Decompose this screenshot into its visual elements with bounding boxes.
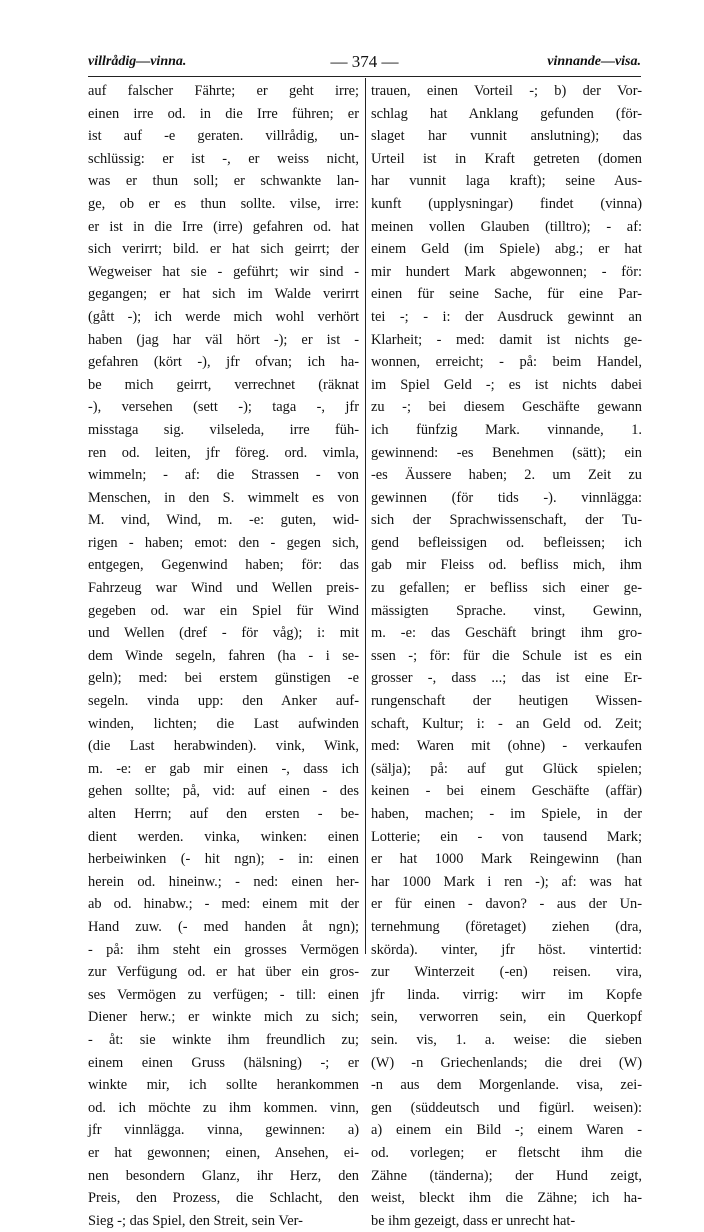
text-line: gefahren (kört -), jfr ofvan; ich ha- bbox=[88, 354, 359, 371]
text-line: einem einen Gruss (hälsning) -; er bbox=[88, 1054, 359, 1071]
text-line: (W) -n Griechenlands; die drei (W) bbox=[371, 1054, 642, 1071]
text-line: mir hundert Mark abgewonnen; - för: bbox=[371, 263, 642, 280]
text-line: er hat gewonnen; einen, Ansehen, ei- bbox=[88, 1144, 359, 1161]
column-divider bbox=[365, 78, 366, 954]
text-line: gen (süddeutsch und figürl. weisen): bbox=[371, 1099, 642, 1116]
right-column bbox=[371, 80, 642, 1229]
text-line: wimmeln; - af: die Strassen - von bbox=[88, 467, 359, 484]
text-line: mässigten Sprache. vinst, Gewinn, bbox=[371, 602, 642, 619]
text-line: Zähne (tänderna); der Hund zeigt, bbox=[371, 1167, 642, 1184]
text-line: a) einem ein Bild -; einem Waren - bbox=[371, 1122, 642, 1139]
header-left-guide-words: villrådig—vinna. bbox=[88, 54, 187, 69]
text-line: was er thun soll; er schwankte lan- bbox=[88, 173, 359, 190]
text-line: dient werden. vinka, winken: einen bbox=[88, 828, 359, 845]
text-line: sein, verworren sein, ein Querkopf bbox=[371, 1009, 642, 1026]
text-line: jfr linda. virrig: wirr im Kopfe bbox=[371, 986, 642, 1003]
text-line: ist auf -e geraten. villrådig, un- bbox=[88, 128, 359, 145]
text-line: od. vorlegen; er fletscht ihm die bbox=[371, 1144, 642, 1161]
text-line: (die Last herabwinden). vink, Wink, bbox=[88, 738, 359, 755]
text-line: ab od. hinabw.; - med: einem mit der bbox=[88, 896, 359, 913]
text-line: (gått -); ich werde mich wohl verhört bbox=[88, 308, 359, 325]
text-line: alten Herrn; auf den ersten - be- bbox=[88, 806, 359, 822]
text-line: sich der Sprachwissenschaft, der Tu- bbox=[371, 512, 642, 529]
text-line: ternehmung (företaget) ziehen (dra, bbox=[371, 918, 642, 935]
text-line: nen besondern Glanz, ihr Herz, den bbox=[88, 1167, 359, 1184]
text-line: Klarheit; - med: damit ist nichts ge- bbox=[371, 331, 642, 348]
text-line: gab mir Fleiss od. befliss mich, ihm bbox=[371, 557, 642, 574]
text-line: -), versehen (sett -); taga -, jfr bbox=[88, 399, 359, 416]
text-line: kunft (upplysningar) findet (vinna) bbox=[371, 195, 642, 212]
header-right-guide-words: vinnande—visa. bbox=[547, 54, 641, 69]
text-line: Diener herw.; er winkte mich zu sich; bbox=[88, 1009, 359, 1026]
text-line: schaft, Kultur; i: - an Geld od. Zeit; bbox=[371, 715, 642, 732]
text-line: misstaga sig. vilseleda, irre füh- bbox=[88, 421, 359, 438]
text-line: rungenschaft der heutigen Wissen- bbox=[371, 693, 642, 710]
text-line: haben, machen; - im Spiele, in der bbox=[371, 806, 642, 822]
text-line: herbeiwinken (- hit ngn); - in: einen bbox=[88, 851, 359, 868]
text-line: ssen -; för: für die Schule ist es ein bbox=[371, 647, 642, 664]
text-line: gehen sollte; på, vid: auf einen - des bbox=[88, 783, 359, 800]
text-line: schlüssig: er ist -, er weiss nicht, bbox=[88, 150, 359, 167]
text-line: gegangen; er hat sich im Walde verirrt bbox=[88, 286, 359, 303]
text-line: entgegen, Gegenwind haben; för: das bbox=[88, 557, 359, 574]
text-line: haben (jag har väl hört -); er ist - bbox=[88, 331, 359, 348]
text-line: grosser -, dass ...; das ist eine Er- bbox=[371, 670, 642, 687]
text-line: er hat 1000 Mark Reingewinn (han bbox=[371, 851, 642, 868]
text-line: auf falscher Fährte; er geht irre; bbox=[88, 83, 359, 99]
text-line: einen irre od. in die Irre führen; er bbox=[88, 105, 359, 122]
text-line: sein. vis, 1. a. weise: die sieben bbox=[371, 1031, 642, 1048]
text-line: ses Vermögen zu verfügen; - till: einen bbox=[88, 986, 359, 1003]
text-line: ren od. leiten, jfr föreg. ord. vimla, bbox=[88, 444, 359, 461]
text-line: Preis, den Prozess, die Schlacht, den bbox=[88, 1190, 359, 1207]
text-line: tei -; - i: der Ausdruck gewinnt an bbox=[371, 308, 642, 325]
text-line: - åt: sie winkte ihm freundlich zu; bbox=[88, 1031, 359, 1048]
text-line: segeln. vinda upp: den Anker auf- bbox=[88, 693, 359, 710]
page-number: — 374 — bbox=[330, 52, 399, 71]
text-line: dem Winde segeln, fahren (ha - i se- bbox=[88, 647, 359, 664]
text-line: Urteil ist in Kraft getreten (domen bbox=[371, 150, 642, 167]
text-line: zur Winterzeit (-en) reisen. vira, bbox=[371, 964, 642, 981]
text-line: winkte mir, ich sollte herankommen bbox=[88, 1077, 359, 1094]
text-line: herein od. hineinw.; - ned: einen her- bbox=[88, 873, 359, 890]
text-line: winden, lichten; die Last aufwinden bbox=[88, 715, 359, 732]
text-line: - på: ihm steht ein grosses Vermögen bbox=[88, 941, 359, 958]
text-line: be ihm gezeigt, dass er unrecht hat- bbox=[371, 1212, 576, 1229]
text-line: zur Verfügung od. er hat über ein gros- bbox=[88, 964, 359, 981]
text-line: zu gefallen; er befliss sich einer ge- bbox=[371, 580, 642, 597]
text-line: Menschen, in den S. wimmelt es von bbox=[88, 489, 359, 506]
text-line: gegeben od. war ein Spiel für Wind bbox=[88, 602, 359, 619]
text-line: keinen - bei einem Geschäfte (affär) bbox=[371, 783, 642, 800]
text-line: Lotterie; ein - von tausend Mark; bbox=[371, 828, 642, 845]
text-line: trauen, einen Vorteil -; b) der Vor- bbox=[371, 83, 642, 99]
text-line: har vunnit laga kraft); seine Aus- bbox=[371, 173, 642, 190]
text-line: rigen - haben; emot: den - gegen sich, bbox=[88, 534, 359, 551]
text-line: Hand zuw. (- med handen åt ngn); bbox=[88, 918, 359, 935]
text-line: M. vind, Wind, m. -e: guten, wid- bbox=[88, 512, 359, 529]
text-line: ich fünfzig Mark. vinnande, 1. bbox=[371, 421, 642, 438]
text-line: med: Waren mit (ohne) - verkaufen bbox=[371, 738, 642, 755]
text-line: m. -e: er gab mir einen -, dass ich bbox=[88, 760, 359, 777]
text-line: zu -; bei diesem Geschäfte gewann bbox=[371, 399, 642, 416]
text-line: Wegweiser hat sie - geführt; wir sind - bbox=[88, 263, 359, 280]
text-line: und Wellen (dref - för våg); i: mit bbox=[88, 625, 359, 642]
text-line: einem Geld (im Spiele) abg.; er hat bbox=[371, 241, 642, 258]
text-line: Sieg -; das Spiel, den Streit, sein Ver- bbox=[88, 1212, 303, 1229]
text-line: -es Äussere haben; 2. um Zeit zu bbox=[371, 467, 642, 484]
text-line: slaget har vunnit anslutning); das bbox=[371, 128, 642, 145]
text-line: sich verirrt; bild. er hat sich geirrt; der bbox=[88, 241, 359, 258]
text-line: gend befleissigen od. befleissen; ich bbox=[371, 534, 642, 551]
text-line: gewinnen (för tids -). vinnlägga: bbox=[371, 489, 642, 506]
text-line: im Spiel Geld -; es ist nichts dabei bbox=[371, 376, 642, 393]
text-line: geln); med: bei erstem günstigen -e bbox=[88, 670, 359, 687]
text-line: har 1000 Mark i ren -); af: was hat bbox=[371, 873, 642, 890]
text-line: (sälja); på: auf gut Glück spielen; bbox=[371, 760, 642, 777]
text-line: weist, bleckt ihm die Zähne; ich ha- bbox=[371, 1190, 642, 1207]
text-line: gewinnend: -es Benehmen (sätt); ein bbox=[371, 444, 642, 461]
text-line: jfr vinnlägga. vinna, gewinnen: a) bbox=[88, 1122, 359, 1139]
header-rule bbox=[88, 76, 641, 77]
text-line: meinen vollen Glauben (tilltro); - af: bbox=[371, 218, 642, 235]
text-line: einen für seine Sache, für eine Par- bbox=[371, 286, 642, 303]
left-column bbox=[88, 80, 359, 1229]
text-line: od. ich möchte zu ihm kommen. vinn, bbox=[88, 1099, 359, 1116]
text-line: schlag hat Anklang gefunden (för- bbox=[371, 105, 642, 122]
text-line: Fahrzeug war Wind und Wellen preis- bbox=[88, 580, 359, 597]
text-line: m. -e: das Geschäft bringt ihm gro- bbox=[371, 625, 642, 642]
text-line: -n aus dem Morgenlande. visa, zei- bbox=[371, 1077, 642, 1094]
page-header bbox=[88, 52, 641, 74]
text-line: er ist in die Irre (irre) gefahren od. hat bbox=[88, 218, 359, 235]
text-line: er für einen - davon? - aus der Un- bbox=[371, 896, 642, 913]
text-line: ge, ob er es thun sollte. vilse, irre: bbox=[88, 195, 359, 212]
text-line: be mich geirrt, verrechnet (räknat bbox=[88, 376, 359, 393]
text-line: skörda). vinter, jfr höst. vintertid: bbox=[371, 941, 642, 958]
text-line: wonnen, erreicht; - på: beim Handel, bbox=[371, 354, 642, 371]
